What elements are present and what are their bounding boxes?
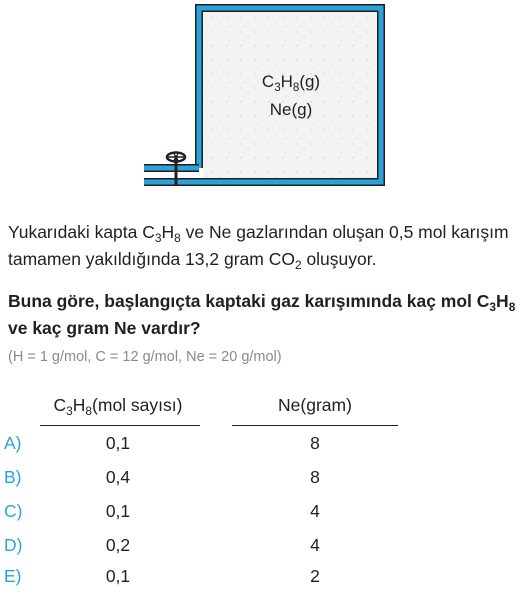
- option-letter: C): [4, 501, 23, 521]
- question-prompt: Buna göre, başlangıçta kaptaki gaz karışımında kaç mol $C_3H_8$ ve kaç gram Ne vardır?: [8, 291, 516, 338]
- option-mol-value: 0,2: [105, 535, 131, 555]
- given-molar-masses: (H = 1 g/mol, C = 12 g/mol, Ne = 20 g/mol): [8, 349, 282, 365]
- option-d[interactable]: [0, 535, 530, 569]
- option-gram-value: 4: [310, 501, 320, 521]
- option-a[interactable]: [0, 433, 530, 467]
- header-underline-1: [40, 425, 200, 426]
- column-header-propane-mol: $C_3H_8(mol$ sayısı): [53, 395, 183, 419]
- option-mol-value: 0,1: [105, 566, 131, 586]
- option-letter: E): [4, 566, 22, 586]
- container-figure: [0, 0, 530, 200]
- option-gram-value: 2: [310, 566, 320, 586]
- option-mol-value: 0,4: [105, 467, 131, 487]
- question-stem: Yukarıdaki kapta $C_3H_8$ ve Ne gazlarından oluşan 0,5 mol karışım tamamen yakıldığında 13,2 gram $CO_2$ oluşuyor.: [8, 222, 509, 273]
- option-letter: A): [4, 433, 22, 453]
- gas-label-propane: $C_3H_8(g)$: [261, 72, 321, 95]
- gas-label-neon: Ne(g): [269, 100, 313, 119]
- option-gram-value: 8: [310, 467, 320, 487]
- option-letter: B): [4, 467, 22, 487]
- option-mol-value: 0,1: [105, 433, 131, 453]
- option-e[interactable]: [0, 566, 530, 600]
- option-letter: D): [4, 535, 23, 555]
- option-gram-value: 4: [310, 535, 320, 555]
- option-mol-value: 0,1: [105, 501, 131, 521]
- header-underline-2: [232, 425, 398, 426]
- option-gram-value: 8: [310, 433, 320, 453]
- column-header-neon-gram: Ne(gram): [278, 395, 352, 415]
- option-b[interactable]: [0, 467, 530, 501]
- option-c[interactable]: [0, 501, 530, 535]
